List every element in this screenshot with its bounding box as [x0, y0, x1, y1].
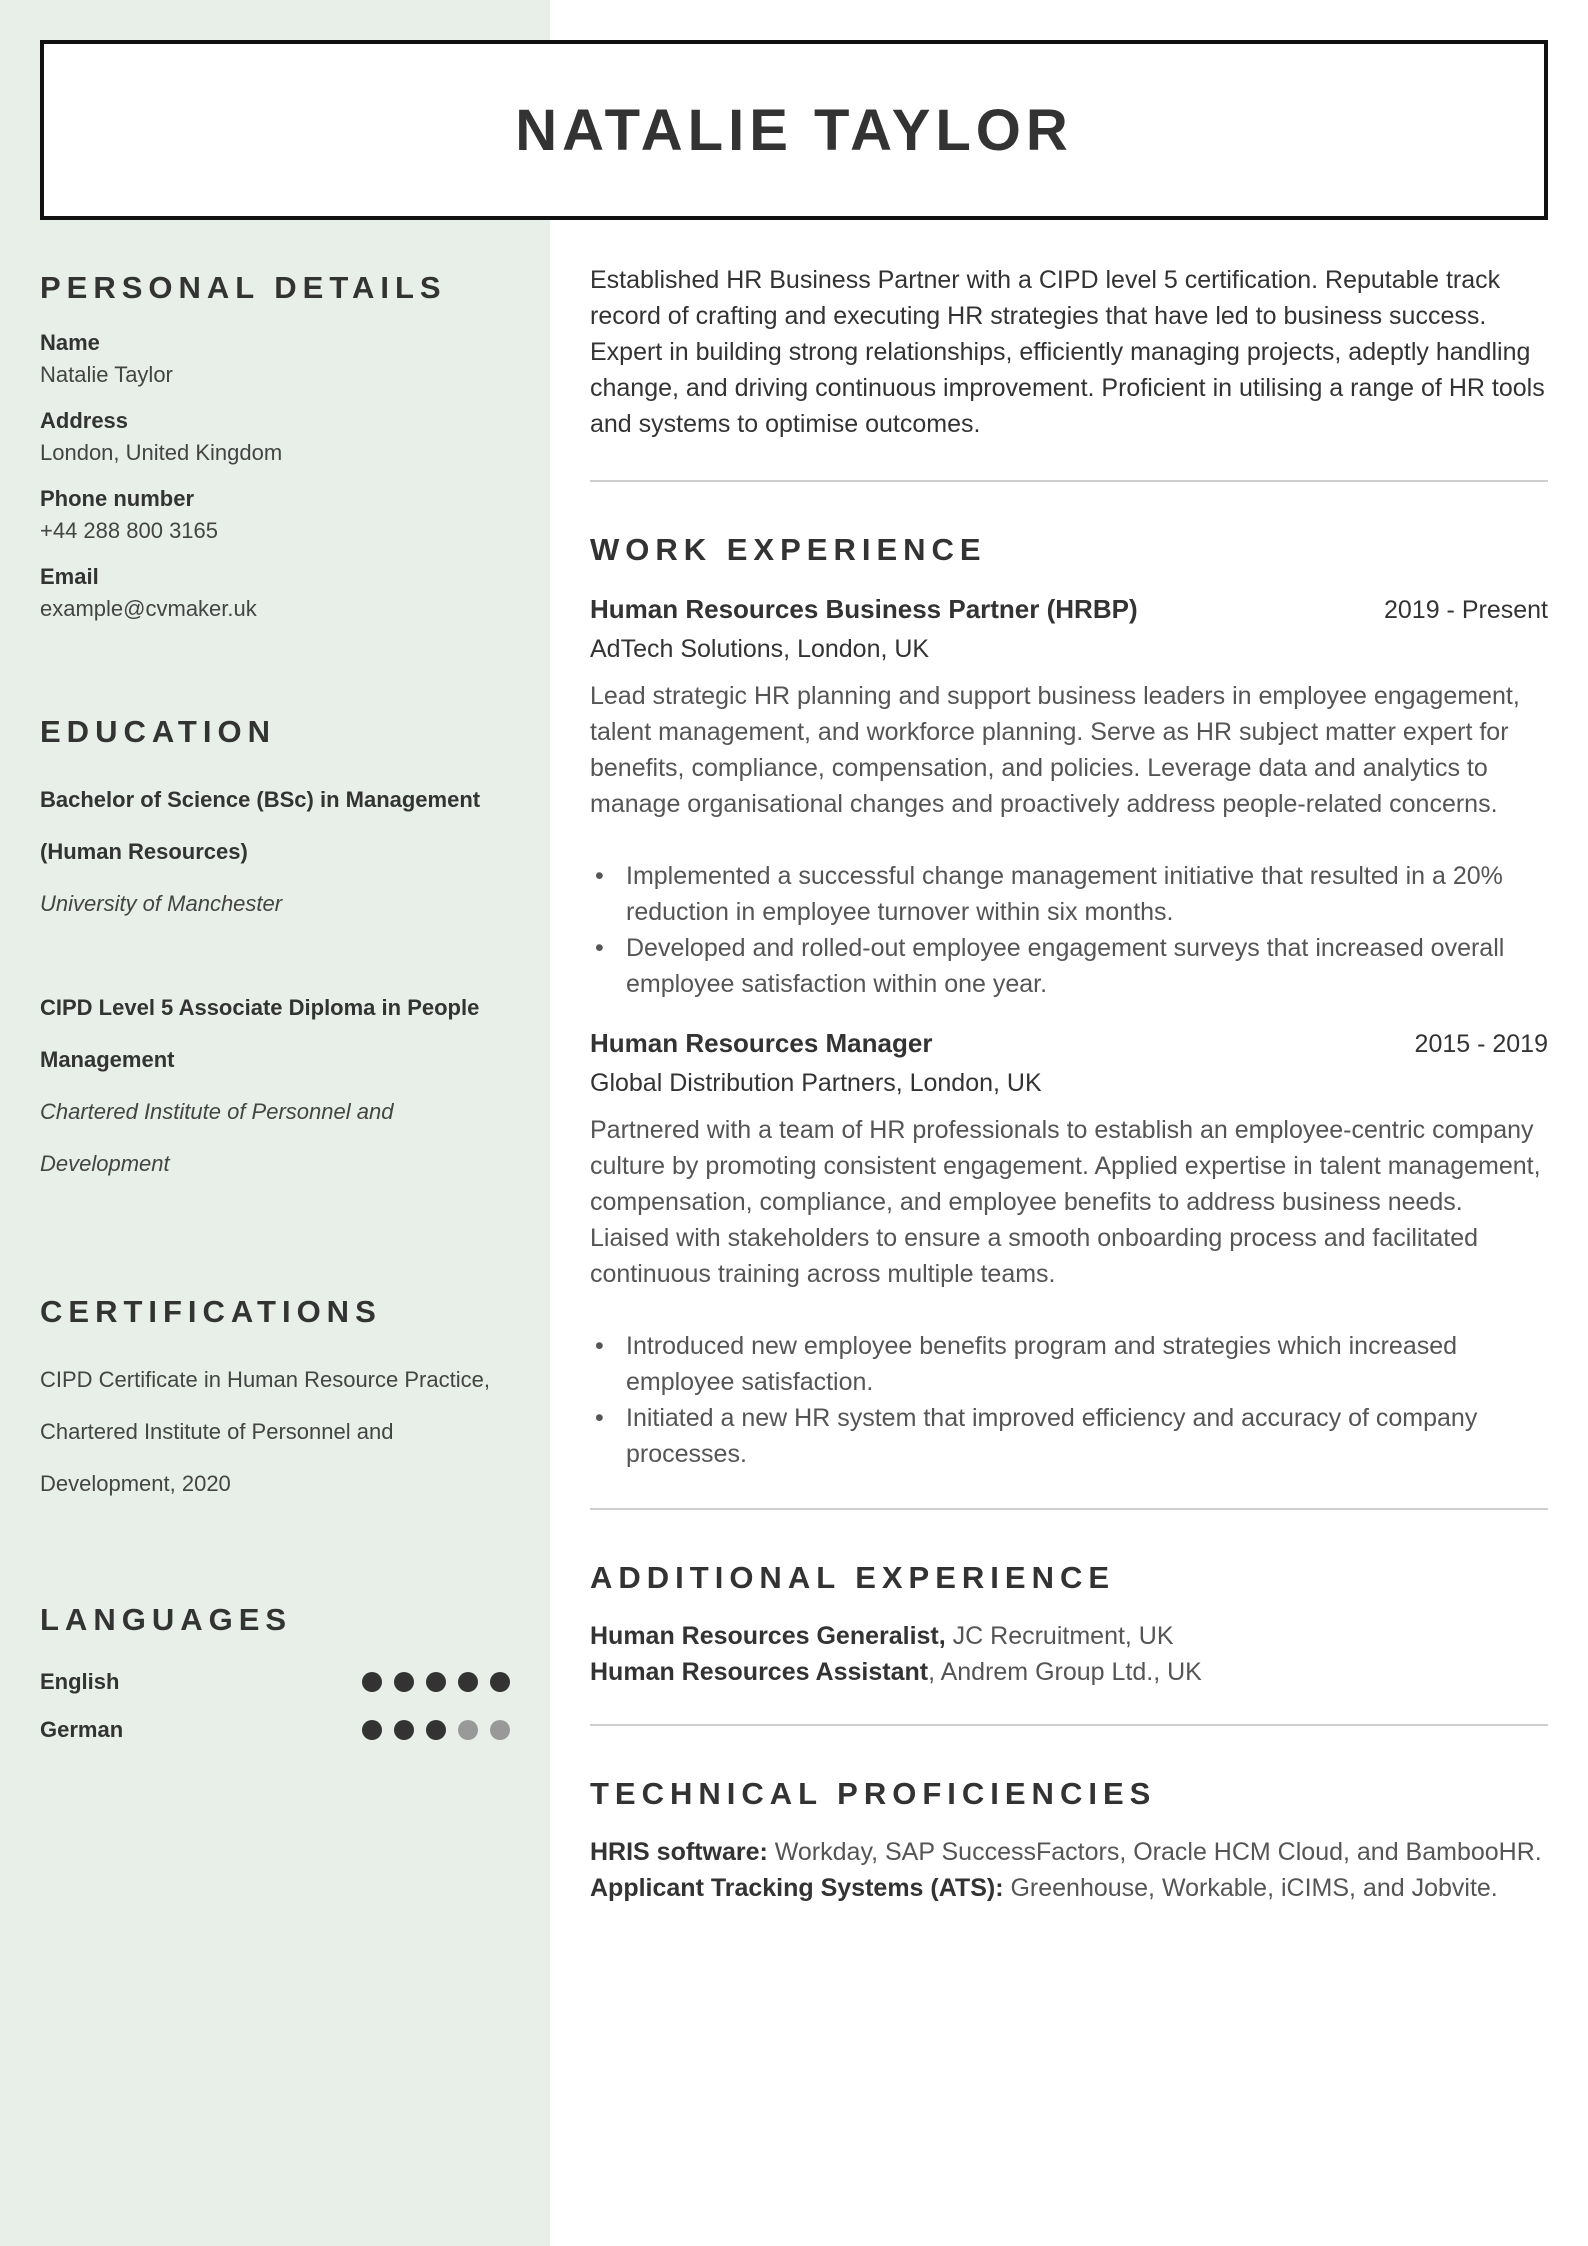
level-dot-filled — [394, 1672, 414, 1692]
certification-item: CIPD Certificate in Human Resource Practice, Chartered Institute of Personnel and Development, 2020 — [40, 1367, 490, 1496]
proficiency-value: Greenhouse, Workable, iCIMS, and Jobvite. — [1003, 1874, 1498, 1902]
level-dot-filled — [394, 1720, 414, 1740]
proficiency-label: Applicant Tracking Systems (ATS): — [590, 1874, 1004, 1902]
proficiency-value: Workday, SAP SuccessFactors, Oracle HCM Cloud, and BambooHR. — [767, 1838, 1542, 1866]
level-dot-filled — [426, 1672, 446, 1692]
education-title: EDUCATION — [40, 714, 276, 749]
level-dot-filled — [362, 1720, 382, 1740]
education-degree: Bachelor of Science (BSc) in Management (Human Resources) — [40, 787, 481, 864]
job-title: Human Resources Business Partner (HRBP) — [590, 594, 1138, 624]
profile-summary: Established HR Business Partner with a CIPD level 5 certification. Reputable track record of crafting and executing HR strategies that have led to business success. Expert in building strong relationships, efficiently managing projects, adeptly handling change, and driving continuous improvement. Proficient in utilising a range of HR tools and systems to optimise outcomes. — [590, 266, 1545, 438]
job-title: Human Resources Manager — [590, 1028, 933, 1058]
achievement-item: • Introduced new employee benefits program and strategies which increased employee satisfaction. — [590, 1328, 1548, 1400]
work-experience-section — [590, 532, 1548, 1472]
detail-name — [40, 330, 510, 388]
name-header — [40, 40, 1548, 220]
language-row — [40, 1658, 510, 1706]
achievement-item: • Initiated a new HR system that improved efficiency and accuracy of company processes. — [590, 1400, 1548, 1472]
detail-label: Address — [40, 408, 129, 433]
additional-experience-section — [590, 1560, 1548, 1690]
level-dot-filled — [458, 1672, 478, 1692]
education-institution: Chartered Institute of Personnel and Development — [40, 1099, 394, 1176]
additional-role: Human Resources Generalist, — [590, 1622, 946, 1650]
job-dates: 2015 - 2019 — [1414, 1030, 1548, 1058]
candidate-name: NATALIE TAYLOR — [515, 97, 1073, 163]
language-level — [362, 1672, 510, 1692]
detail-address — [40, 408, 510, 466]
language-level — [362, 1720, 510, 1740]
additional-experience-item — [590, 1654, 1548, 1690]
language-name: English — [40, 1669, 120, 1694]
left-column — [40, 270, 510, 1754]
level-dot-filled — [426, 1720, 446, 1740]
detail-value: +44 288 800 3165 — [40, 518, 219, 543]
level-dot-empty — [490, 1720, 510, 1740]
detail-phone — [40, 486, 510, 544]
detail-label: Name — [40, 330, 100, 355]
detail-email — [40, 564, 510, 622]
job-achievements — [590, 858, 1548, 1002]
job-description: Partnered with a team of HR professionals to establish an employee-centric company culture by promoting consistent engagement. Applied expertise in talent management, compensation, compliance, and employee benefits to address business needs. Liaised with stakeholders to ensure a smooth onboarding process and facilitated continuous training across multiple teams. — [590, 1116, 1541, 1288]
languages-section — [40, 1602, 510, 1754]
technical-proficiencies-section — [590, 1776, 1548, 1906]
achievement-item: • Developed and rolled-out employee engagement surveys that increased overall employee satisfaction within one year. — [590, 930, 1548, 1002]
level-dot-empty — [458, 1720, 478, 1740]
language-name: German — [40, 1717, 124, 1742]
education-item — [40, 774, 510, 930]
additional-role: Human Resources Assistant — [590, 1658, 929, 1686]
additional-employer: , Andrem Group Ltd., UK — [928, 1658, 1202, 1686]
languages-title: LANGUAGES — [40, 1602, 293, 1637]
education-degree: CIPD Level 5 Associate Diploma in People Management — [40, 995, 480, 1072]
detail-value: Natalie Taylor — [40, 362, 173, 387]
section-divider — [590, 480, 1548, 482]
job-dates: 2019 - Present — [1384, 596, 1548, 624]
job-description: Lead strategic HR planning and support business leaders in employee engagement, talent management, and workforce planning. Serve as HR subject matter expert for benefits, compliance, compensation, and policies. Leverage data and analytics to manage organisational changes and proactively address people-related concerns. — [590, 682, 1520, 818]
level-dot-filled — [362, 1672, 382, 1692]
section-divider — [590, 1724, 1548, 1726]
education-institution: University of Manchester — [40, 891, 283, 916]
proficiency-label: HRIS software: — [590, 1838, 768, 1866]
personal-details-title: PERSONAL DETAILS — [40, 270, 447, 305]
work-experience-title: WORK EXPERIENCE — [590, 532, 987, 567]
level-dot-filled — [490, 1672, 510, 1692]
job-entry — [590, 594, 1548, 1002]
detail-label: Phone number — [40, 486, 195, 511]
detail-label: Email — [40, 564, 99, 589]
job-company: AdTech Solutions, London, UK — [590, 635, 930, 663]
education-item — [40, 982, 510, 1190]
personal-details-section — [40, 270, 510, 622]
language-row — [40, 1706, 510, 1754]
technical-proficiencies-title: TECHNICAL PROFICIENCIES — [590, 1776, 1157, 1811]
certifications-section — [40, 1294, 510, 1510]
proficiency-item — [590, 1870, 1548, 1906]
additional-experience-title: ADDITIONAL EXPERIENCE — [590, 1560, 1116, 1595]
achievement-item: • Implemented a successful change management initiative that resulted in a 20% reduction in employee turnover within six months. — [590, 858, 1548, 930]
detail-value: example@cvmaker.uk — [40, 596, 257, 621]
detail-value: London, United Kingdom — [40, 440, 283, 465]
right-column — [590, 262, 1548, 1906]
education-section — [40, 714, 510, 1190]
additional-experience-item — [590, 1618, 1548, 1654]
job-entry — [590, 1028, 1548, 1472]
certifications-title: CERTIFICATIONS — [40, 1294, 382, 1329]
proficiency-item — [590, 1834, 1548, 1870]
job-company: Global Distribution Partners, London, UK — [590, 1069, 1042, 1097]
job-achievements — [590, 1328, 1548, 1472]
section-divider — [590, 1508, 1548, 1510]
additional-employer: JC Recruitment, UK — [945, 1622, 1174, 1650]
